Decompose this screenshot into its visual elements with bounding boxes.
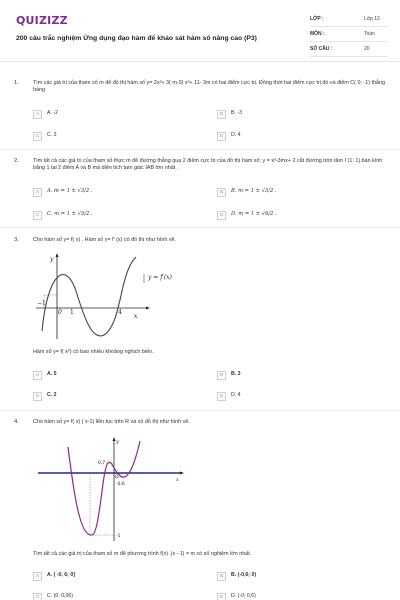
- option-text: B. m = 1 ± √3/2 .: [231, 188, 277, 195]
- value-label: -0,6: [116, 482, 125, 487]
- meta-table: [310, 12, 388, 57]
- option-d[interactable]: [217, 592, 256, 600]
- option-text: C. m = 1 ± √5/2 .: [47, 211, 93, 218]
- x-axis-label: x: [176, 477, 179, 483]
- option-d[interactable]: [217, 210, 277, 220]
- value-label: -1: [116, 534, 121, 539]
- meta-key: LỚP :: [310, 15, 324, 22]
- meta-row-count: [310, 42, 388, 57]
- value-label: 0,7: [98, 461, 106, 466]
- meta-row-class: [310, 12, 388, 27]
- option-c[interactable]: [33, 131, 57, 141]
- quizizz-logo: QUIZIZZ: [16, 14, 68, 27]
- meta-key: SỐ CÂU :: [310, 45, 333, 52]
- tick-label: 4: [118, 309, 122, 316]
- option-c[interactable]: [33, 391, 57, 401]
- meta-value: Toán: [364, 30, 375, 37]
- option-text: D. (-0; 0,6): [231, 593, 256, 600]
- option-a[interactable]: [33, 109, 58, 119]
- tick-label: 1: [70, 309, 74, 316]
- question-text: Tìm tất cả các giá trị của tham số thực m để đường thẳng qua 2 điểm cực trị của đồ thị hàm số: y = x³-3mx+ 2 cắt đường tròn tâm I (1; 1) bán kính bằng 1 tại 2 điểm A và B mà diện tích tam giác IAB lớn nhất .: [33, 158, 383, 172]
- origin-label: O: [115, 475, 119, 480]
- option-text: A. -2: [47, 110, 58, 117]
- option-text: A. 5: [47, 371, 57, 378]
- question-text-followup: Tìm tất cả các giá trị của tham số m để phương trình f(x) .|x - 1| = m có số nghiệm lớn nhất.: [33, 551, 252, 557]
- option-letter-box: D: [217, 392, 226, 401]
- meta-value: 20: [364, 45, 370, 52]
- option-b[interactable]: [217, 187, 277, 197]
- question-text: Cho hàm số y= f( x) ( x-1) liên tục trên R và có đồ thị như hình vẽ.: [33, 419, 190, 425]
- question-text: Cho hàm số y= f( x) . Hàm số y= f' (x) có đồ thị như hình vẽ.: [33, 237, 177, 243]
- option-text: C. 3: [47, 132, 57, 139]
- tick-label: −1: [37, 300, 46, 307]
- option-text: B. -3: [231, 110, 242, 117]
- header: [0, 0, 400, 62]
- option-text: C. (0; 0,06): [47, 593, 73, 600]
- option-letter-box: D: [217, 211, 226, 220]
- option-b[interactable]: [217, 370, 241, 380]
- meta-row-subject: [310, 27, 388, 42]
- question-divider: [0, 149, 400, 150]
- question-text-followup: Hàm số y= f( x²) có bao nhiêu khoảng nghịch biến.: [33, 349, 154, 355]
- option-text: B. 3: [231, 371, 241, 378]
- option-letter-box: B: [217, 371, 226, 380]
- option-letter-box: C: [33, 211, 42, 220]
- graph-background: [30, 251, 220, 343]
- option-a[interactable]: [33, 370, 57, 380]
- option-b[interactable]: [217, 571, 256, 581]
- option-letter-box: A: [33, 110, 42, 119]
- option-letter-box: A: [33, 572, 42, 581]
- option-letter-box: C: [33, 392, 42, 401]
- option-text: D. 4: [231, 132, 241, 139]
- option-text: C. 2: [47, 392, 57, 399]
- option-letter-box: C: [33, 132, 42, 141]
- question-number: 3.: [14, 237, 19, 243]
- question-text: Tìm các giá trị của tham số m để đồ thị hàm số y= 2x³+ 3( m-3) x²+ 11- 3m có hai điểm cực trị. Đồng thời hai điểm cực trị đó và điểm C( 0; -1) thẳng hàng: [33, 80, 386, 94]
- option-letter-box: D: [217, 132, 226, 141]
- x-axis-label: x: [134, 313, 138, 320]
- option-text: B. (-0,6; 0): [231, 572, 257, 579]
- option-d[interactable]: [217, 391, 241, 401]
- option-text: D. 4: [231, 392, 241, 399]
- function-label: y = f′(x): [148, 274, 172, 281]
- question-divider: [0, 227, 400, 228]
- derivative-graph: [30, 251, 220, 343]
- option-a[interactable]: [33, 571, 75, 581]
- option-c[interactable]: [33, 592, 73, 600]
- question-number: 2.: [14, 158, 19, 164]
- option-letter-box: B: [217, 572, 226, 581]
- option-letter-box: B: [217, 110, 226, 119]
- option-d[interactable]: [217, 131, 241, 141]
- graph-background: [36, 435, 186, 543]
- option-letter-box: D: [217, 593, 226, 600]
- question-divider: [0, 410, 400, 411]
- question-number: 1.: [14, 80, 19, 86]
- meta-value: Lớp 12: [364, 15, 380, 22]
- function-graph: [36, 435, 186, 543]
- option-text: A. m = 1 ± √3/2 .: [47, 188, 93, 195]
- option-text: A. ( -0, 6; 0]: [47, 572, 75, 579]
- option-letter-box: B: [217, 188, 226, 197]
- option-letter-box: A: [33, 188, 42, 197]
- option-letter-box: C: [33, 593, 42, 600]
- option-c[interactable]: [33, 210, 93, 220]
- option-text: D. m = 1 ± √6/2 .: [231, 211, 277, 218]
- page-title: 200 câu trắc nghiệm Ứng dụng đạo hàm để khảo sát hàm số nâng cao (P3): [16, 35, 257, 42]
- meta-key: MÔN :: [310, 30, 325, 37]
- option-letter-box: A: [33, 371, 42, 380]
- y-axis-label: y: [116, 439, 119, 445]
- option-b[interactable]: [217, 109, 242, 119]
- option-a[interactable]: [33, 187, 93, 197]
- y-axis-label: y: [50, 256, 54, 263]
- question-number: 4.: [14, 419, 19, 425]
- tick-label: 0: [58, 309, 62, 316]
